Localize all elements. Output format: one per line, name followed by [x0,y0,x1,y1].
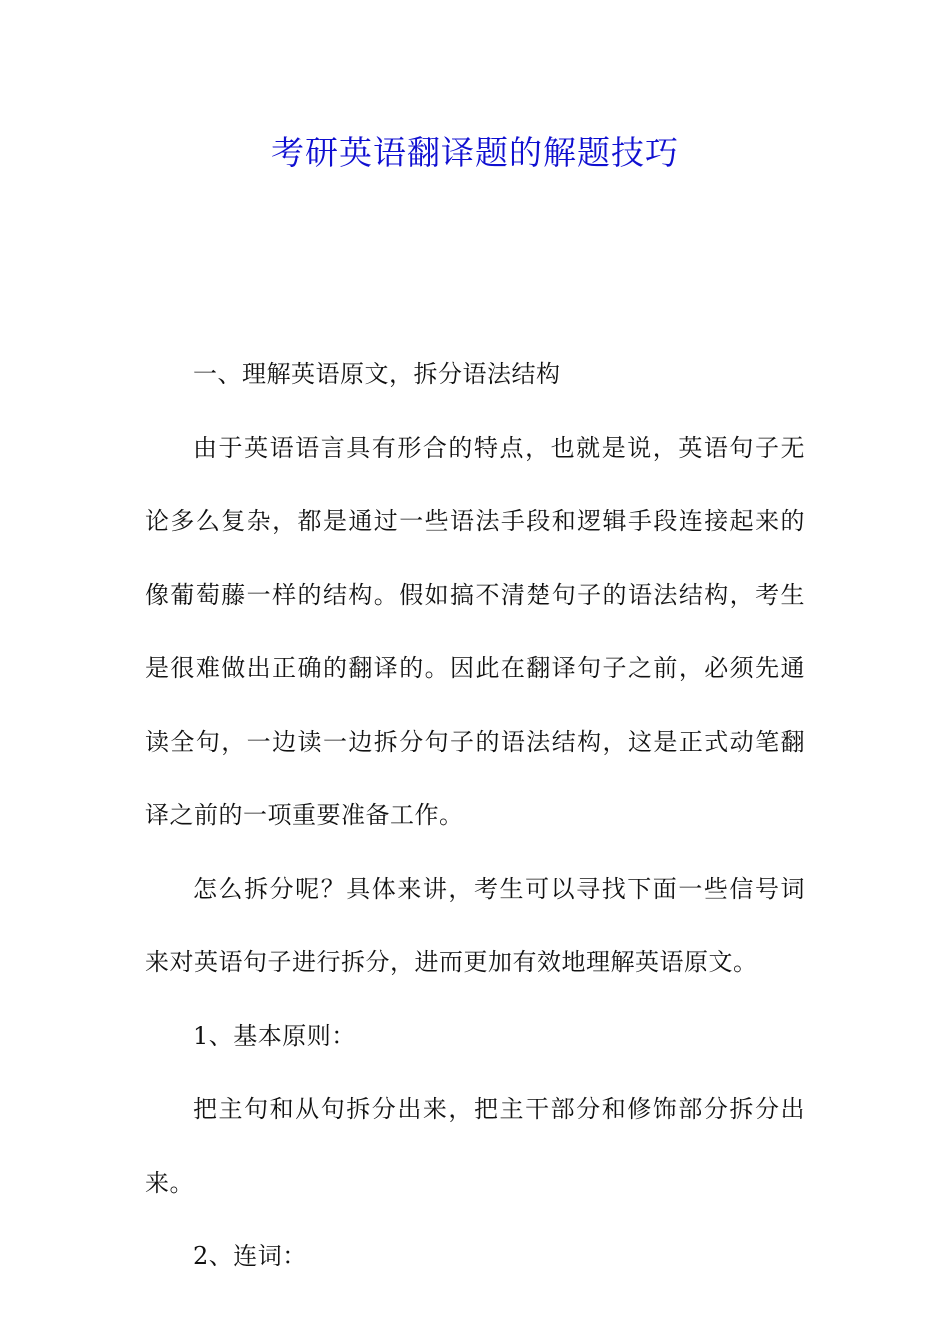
body-paragraph-3: 把主句和从句拆分出来，把主干部分和修饰部分拆分出来。 [145,1095,805,1197]
subheading-conjunctions: 2、连词： [193,1242,307,1270]
document-body [145,338,805,1294]
document-title: 考研英语翻译题的解题技巧 [271,133,679,172]
subheading-basic-principle: 1、基本原则： [193,1021,356,1050]
section-heading-1: 一、理解英语原文，拆分语法结构 [193,360,561,388]
body-paragraph-1: 由于英语语言具有形合的特点，也就是说，英语句子无论多么复杂，都是通过一些语法手段和逻辑手段连接起来的像葡萄藤一样的结构。假如搞不清楚句子的语法结构，考生是很难做出正确的翻译的。因此在翻译句子之前，必须先通读全句，一边读一边拆分句子的语法结构，这是正式动笔翻译之前的一项重要准备工作。 [145,433,805,829]
body-paragraph-2: 怎么拆分呢？具体来讲，考生可以寻找下面一些信号词来对英语句子进行拆分，进而更加有效地理解英语原文。 [145,874,805,976]
